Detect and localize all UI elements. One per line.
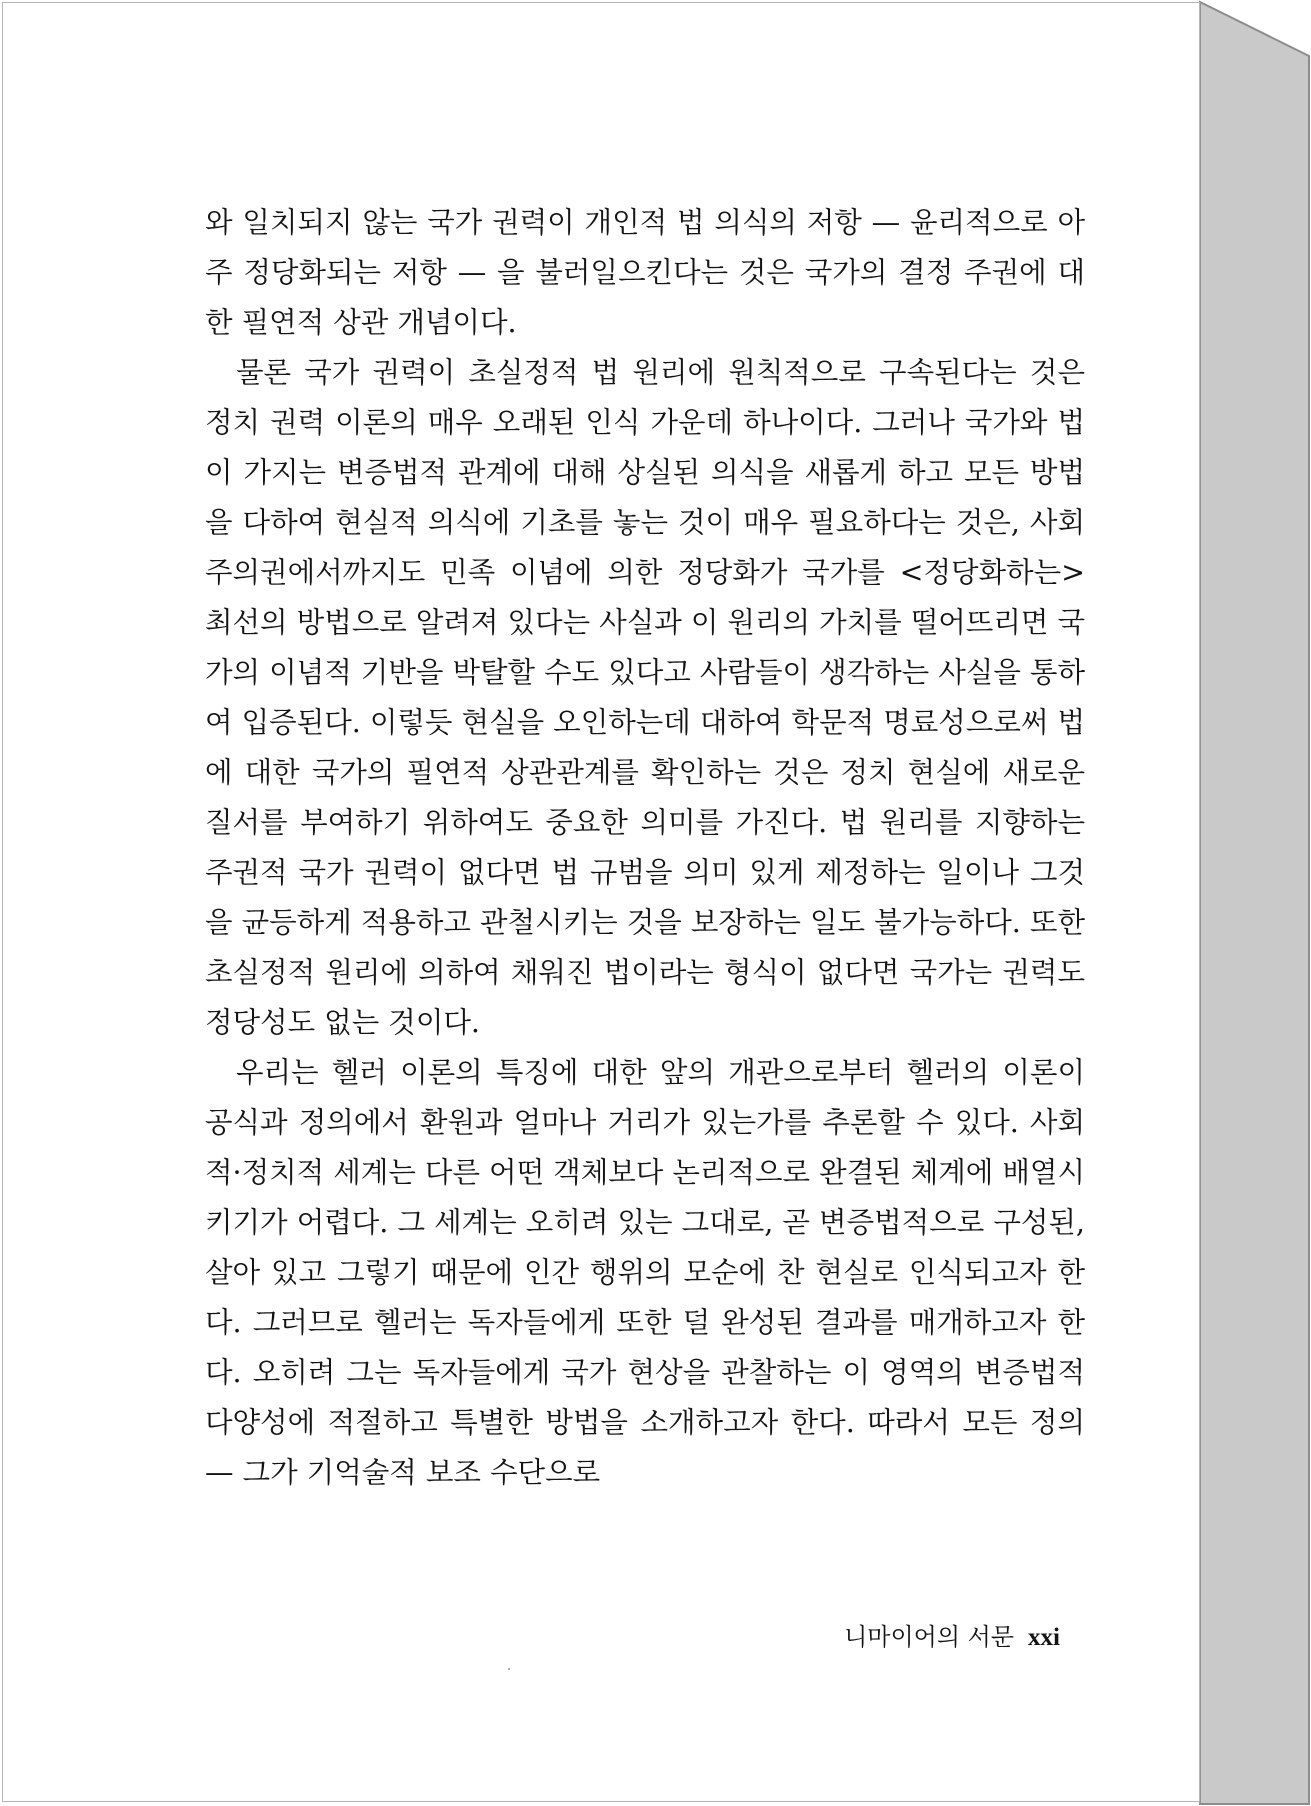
page-footer (700, 1617, 1060, 1652)
paragraph-3: 우리는 헬러 이론의 특징에 대한 앞의 개관으로부터 헬러의 이론이 공식과 정의에서 환원과 얼마나 거리가 있는가를 추론할 수 있다. 사회적·정치적 세계는 다른 어떤 객체보다 논리적으로 완결된 체계에 배열시키기가 어렵다. 그 세계는 오히려 있는 그대로, 곧 변증법적으로 구성된, 살아 있고 그렇기 때문에 인간 행위의 모순에 찬 현실로 인식되고자 한다. 그러므로 헬러는 독자들에게 또한 덜 완성된 결과를 매개하고자 한다. 오히려 그는 독자들에게 국가 현상을 관찰하는 이 영역의 변증법적 다양성에 적절하고 특별한 방법을 소개하고자 한다. 따라서 모든 정의 — 그가 기억술적 보조 수단으로 (205, 1056, 1085, 1489)
paragraph-1: 와 일치되지 않는 국가 권력이 개인적 법 의식의 저항 — 윤리적으로 아주 정당화되는 저항 — 을 불러일으킨다는 것은 국가의 결정 주권에 대한 필연적 상관 개념이다. (205, 206, 1085, 339)
paragraph-2: 물론 국가 권력이 초실정적 법 원리에 원칙적으로 구속된다는 것은 정치 권력 이론의 매우 오래된 인식 가운데 하나이다. 그러나 국가와 법이 가지는 변증법적 관계에 대해 상실된 의식을 새롭게 하고 모든 방법을 다하여 현실적 의식에 기초를 놓는 것이 매우 필요하다는 것은, 사회주의권에서까지도 민족 이념에 의한 정당화가 국가를 <정당화하는> 최선의 방법으로 알려져 있다는 사실과 이 원리의 가치를 떨어뜨리면 국가의 이념적 기반을 박탈할 수도 있다고 사람들이 생각하는 사실을 통하여 입증된다. 이렇듯 현실을 오인하는데 대하여 학문적 명료성으로써 법에 대한 국가의 필연적 상관관계를 확인하는 것은 정치 현실에 새로운 질서를 부여하기 위하여도 중요한 의미를 가진다. 법 원리를 지향하는 주권적 국가 권력이 없다면 법 규범을 의미 있게 제정하는 일이나 그것을 균등하게 적용하고 관철시키는 것을 보장하는 일도 불가능하다. 또한 초실정적 원리에 의하여 채워진 법이라는 형식이 없다면 국가는 권력도 정당성도 없는 것이다. (205, 356, 1085, 1039)
running-head: 니마이어의 서문 (844, 1623, 1015, 1651)
body-text (205, 198, 1085, 1498)
scan-speck (508, 1668, 510, 1670)
page-number: xxi (1028, 1624, 1060, 1651)
book-spine-face (1200, 2, 1309, 1804)
